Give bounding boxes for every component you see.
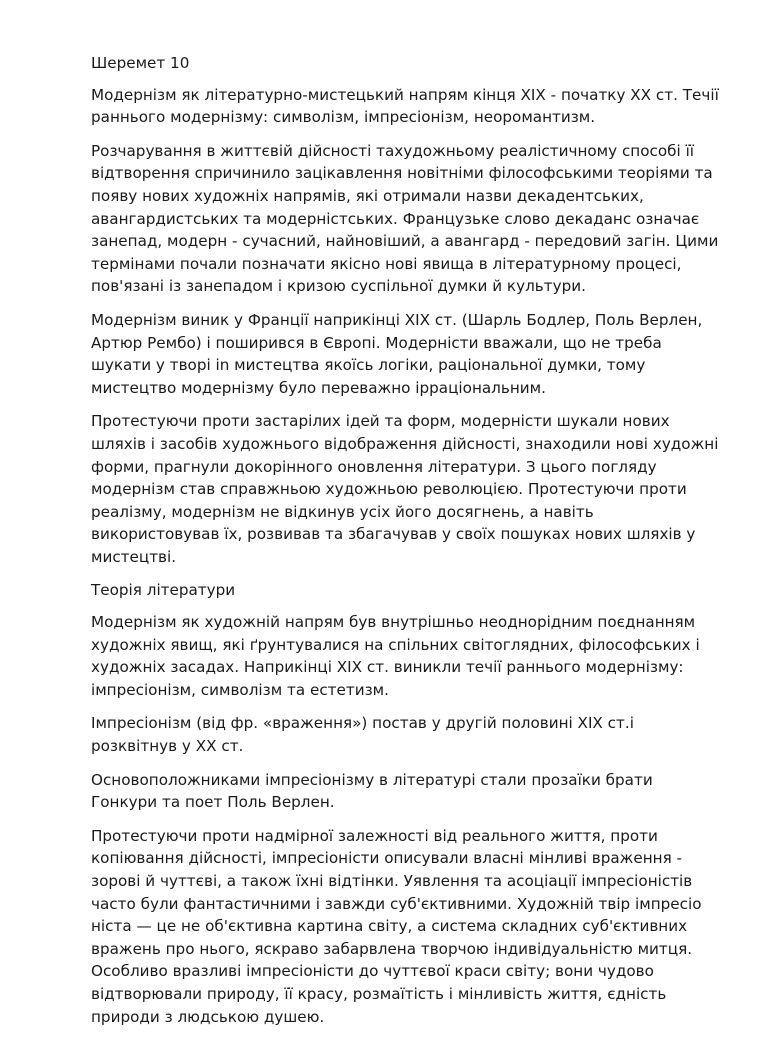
paragraph-impressionism-definition: Імпресіонізм (від фр. «враження») постав у другій половині XIX ст.і розквітнув у XX ст. [91, 714, 634, 756]
paragraph-founders: Основоположниками імпресіонізму в літературі стали прозаїки брати Гонкури та поет Поль Верлен. [91, 770, 653, 812]
paragraph-disillusionment: Розчарування в життєвій дійсності тахудожньому реалістичному способі її відтворення спричинило зацікавлення новітніми філософськими теоріями та появу нових художніх напрямів, які отримали назви декадентських, авангардистських та модерністських. Французьке слово декаданс означає занепад, модерн - сучасний, найновіший, а авангард - передовий загін. Цими термінами почали позначати якісно нові явища в літературному процесі, пов'язані із занепадом і кризою суспільної думки й культури. [91, 141, 719, 296]
document-page [91, 52, 719, 1039]
paragraph-impressionists: Протестуючи проти надмірної залежності від реального життя, проти копіювання дійсності, імпресіоністи описували власні мінливі враження - зорові й чуттєві, а також їхні відтінки. Уявлення та асоціації імпресіоністів часто були фантастичними і завжди суб'єктивними. Художній твір імпресіо ніста — це не об'єктивна картина світу, а система складних суб'єктивних вражень про нього, яскраво забарвлена творчою індивідуальністю митця. Особливо вразливі імпресіоністи до чуттєвої краси світу; вони чудово відтворювали природу, її красу, розмаїтість і мінливість життя, єдність природи з людською душею. [91, 826, 702, 1026]
paragraph-movement: Модернізм як художній напрям був внутрішньо неоднорідним поєднанням художніх явищ, які ґрунтувалися на спільних світоглядних, філософських і художніх засадах. Наприкінці XIX ст. виникли течії раннього модернізму: імпресіонізм, символізм та естетизм. [91, 613, 700, 699]
section-heading-theory: Теорія літератури [91, 581, 236, 600]
paragraph-title: Модернізм як літературно-мистецький напрям кінця XIX - початку XX ст. Течії раннього модернізму: символізм, імпресіонізм, неоромантизм. [91, 85, 719, 127]
paragraph-protest: Протестуючи проти застарілих ідей та форм, модерністи шукали нових шляхів і засобів художнього відображення дійсності, знаходили нові художні форми, прагнули докорінного оновлення літератури. З цього погляду модернізм став справжньою художньою революцією. Протестуючи проти реалізму, модернізм не відкинув усіх його досягнень, а навіть використовував їх, розвивав та збагачував у своїх пошуках нових шляхів у мистецтві. [91, 412, 719, 566]
document-header: Шеремет 10 [91, 54, 190, 72]
paragraph-modernism-origin: Модернізм виник у Франції наприкінці XIX ст. (Шарль Бодлер, Поль Верлен, Артюр Рембо) і поширився в Європі. Модерністи вважали, що не треба шукати у творі in мистецтва якоїсь логіки, раціональної думки, тому мистецтво модернізму було переважно ірраціональним. [91, 310, 703, 397]
